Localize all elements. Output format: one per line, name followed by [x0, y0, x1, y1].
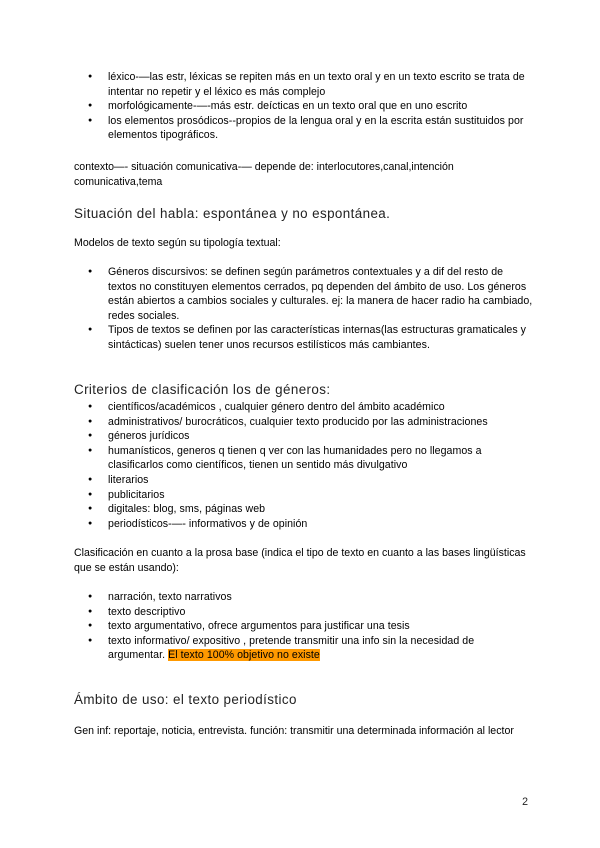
- list-item: ● morfológicamente-—-más estr. deícticas en un texto oral que en uno escrito: [74, 99, 534, 114]
- list-item: ● digitales: blog, sms, páginas web: [74, 502, 534, 517]
- list-item: ● periodísticos-—- informativos y de opinión: [74, 517, 534, 532]
- modelos-paragraph: Modelos de texto según su tipología textual:: [74, 237, 281, 249]
- list-item: ● literarios: [74, 473, 534, 488]
- list-criterios: [74, 400, 534, 531]
- list-item: ● humanísticos, generos q tienen q ver con las humanidades pero no llegamos a clasificarlos como científicos, tienen un sentido más divulgativo: [74, 444, 534, 473]
- page-number: 2: [522, 796, 528, 808]
- heading-criterios: Criterios de clasificación los de géneros:: [74, 382, 331, 397]
- list-item: ● narración, texto narrativos: [74, 590, 534, 605]
- list-item: ● científicos/académicos , cualquier género dentro del ámbito académico: [74, 400, 534, 415]
- clasificacion-paragraph: Clasificación en cuanto a la prosa base (indica el tipo de texto en cuanto a las bases lingüísticas que se están usando):: [74, 547, 526, 574]
- list-generos-tipos: [74, 265, 534, 353]
- prosa-last-text: texto informativo/ expositivo , pretende transmitir una info sin la necesidad de argumentar.: [108, 634, 475, 662]
- list-item: [74, 634, 534, 663]
- heading-ambito-uso: Ámbito de uso: el texto periodístico: [74, 692, 297, 707]
- list-item: ● texto argumentativo, ofrece argumentos para justificar una tesis: [74, 619, 534, 634]
- list-linguistic-levels: [74, 70, 534, 143]
- list-item: ● Tipos de textos se definen por las características internas(las estructuras gramaticales y sintácticas) suelen tener unos recursos estilísticos más cambiantes.: [74, 323, 534, 352]
- heading-situacion-habla: Situación del habla: espontánea y no espontánea.: [74, 206, 391, 221]
- context-paragraph: contexto—- situación comunicativa-— depende de: interlocutores,canal,intención comunicativa,tema: [74, 161, 454, 188]
- list-item: ● los elementos prosódicos--propios de la lengua oral y en la escrita están sustituidos por elementos tipográficos.: [74, 114, 534, 143]
- list-item: ● léxico-—las estr, léxicas se repiten más en un texto oral y en un texto escrito se trata de intentar no repetir y el léxico es más complejo: [74, 70, 534, 99]
- gen-inf-paragraph: Gen inf: reportaje, noticia, entrevista. función: transmitir una determinada información al lector: [74, 725, 514, 737]
- list-item: ● publicitarios: [74, 488, 534, 503]
- list-item: ● administrativos/ burocráticos, cualquier texto producido por las administraciones: [74, 415, 534, 430]
- list-item: ● Géneros discursivos: se definen según parámetros contextuales y a dif del resto de textos no constituyen elementos cerrados, pq dependen del ámbito de uso. Los géneros están abiertos a cambios sociales y culturales. ej: la manera de hacer radio ha cambiado, redes sociales.: [74, 265, 534, 323]
- list-item: ● géneros jurídicos: [74, 429, 534, 444]
- highlighted-text: El texto 100% objetivo no existe: [168, 649, 320, 662]
- list-prosa-base: [74, 590, 534, 663]
- list-item: ● texto descriptivo: [74, 605, 534, 620]
